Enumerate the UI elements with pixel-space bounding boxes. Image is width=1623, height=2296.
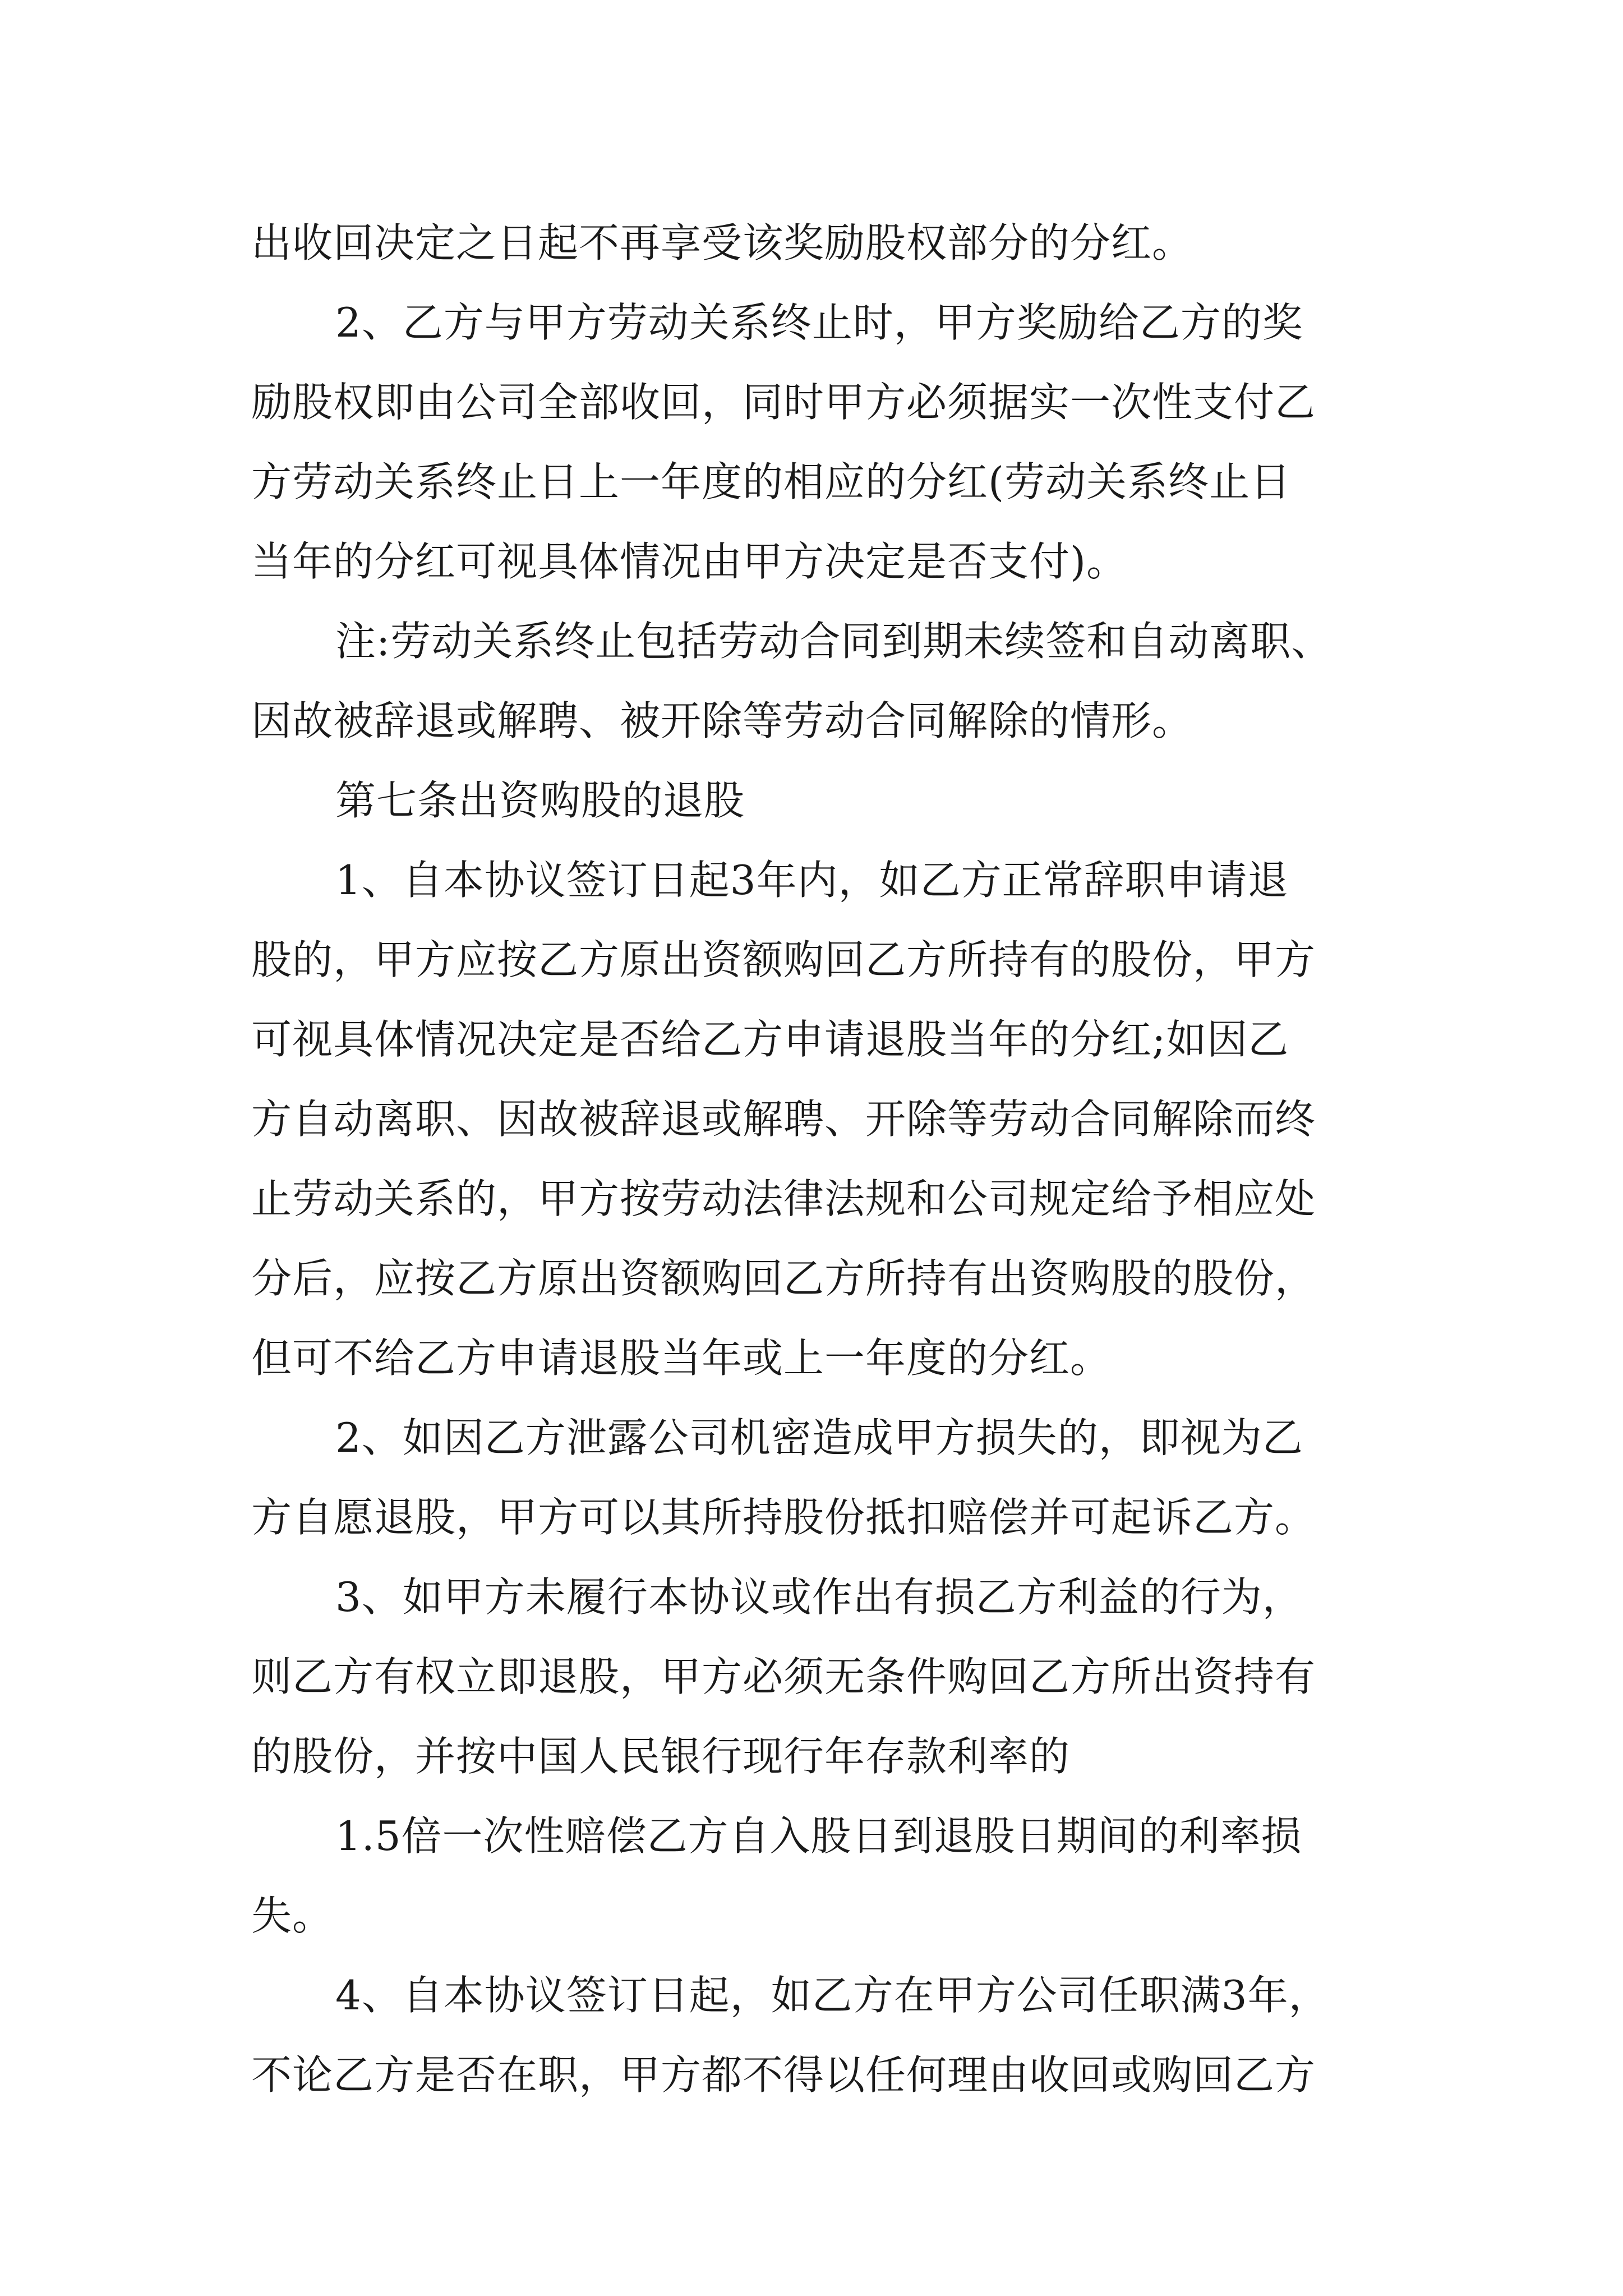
text-line: 股的，甲方应按乙方原出资额购回乙方所持有的股份，甲方: [251, 936, 1316, 983]
text-line: 方自愿退股，甲方可以其所持股份抵扣赔偿并可起诉乙方。: [251, 1494, 1316, 1541]
text-line: 出收回决定之日起不再享受该奖励股权部分的分红。: [251, 219, 1193, 266]
text-line: 励股权即由公司全部收回，同时甲方必须据实一次性支付乙: [251, 379, 1316, 426]
text-line: 3、如甲方未履行本协议或作出有损乙方利益的行为，: [335, 1573, 1303, 1621]
text-line: 注:劳动关系终止包括劳动合同到期未续签和自动离职、: [335, 618, 1332, 665]
text-line: 可视具体情况决定是否给乙方申请退股当年的分红;如因乙: [251, 1016, 1289, 1063]
document-body: [251, 203, 1384, 2115]
text-line: 止劳动关系的，甲方按劳动法律法规和公司规定给予相应处: [251, 1175, 1316, 1222]
text-line: 失。: [251, 1892, 334, 1939]
text-line: 则乙方有权立即退股，甲方必须无条件购回乙方所出资持有: [251, 1653, 1316, 1700]
text-line: 不论乙方是否在职，甲方都不得以任何理由收回或购回乙方: [251, 2051, 1316, 2099]
text-line: 分后，应按乙方原出资额购回乙方所持有出资购股的股份，: [251, 1255, 1316, 1302]
text-line: 的股份，并按中国人民银行现行年存款利率的: [251, 1733, 1071, 1780]
text-line: 方劳动关系终止日上一年度的相应的分红(劳动关系终止日: [251, 458, 1292, 505]
section-heading: 第七条出资购股的退股: [335, 777, 745, 824]
text-line: 方自动离职、因故被辞退或解聘、开除等劳动合同解除而终: [251, 1096, 1316, 1143]
text-line: 但可不给乙方申请退股当年或上一年度的分红。: [251, 1335, 1112, 1382]
text-line: 2、乙方与甲方劳动关系终止时，甲方奖励给乙方的奖: [335, 299, 1303, 346]
text-line: 当年的分红可视具体情况由甲方决定是否支付)。: [251, 538, 1128, 585]
text-line: 1、自本协议签订日起3年内，如乙方正常辞职申请退: [335, 857, 1289, 904]
text-line: 1.5倍一次性赔偿乙方自入股日到退股日期间的利率损: [335, 1812, 1302, 1860]
text-line: 2、如因乙方泄露公司机密造成甲方损失的，即视为乙: [335, 1414, 1303, 1461]
text-line: 4、自本协议签订日起，如乙方在甲方公司任职满3年，: [335, 1972, 1330, 2019]
text-line: 因故被辞退或解聘、被开除等劳动合同解除的情形。: [251, 697, 1193, 744]
